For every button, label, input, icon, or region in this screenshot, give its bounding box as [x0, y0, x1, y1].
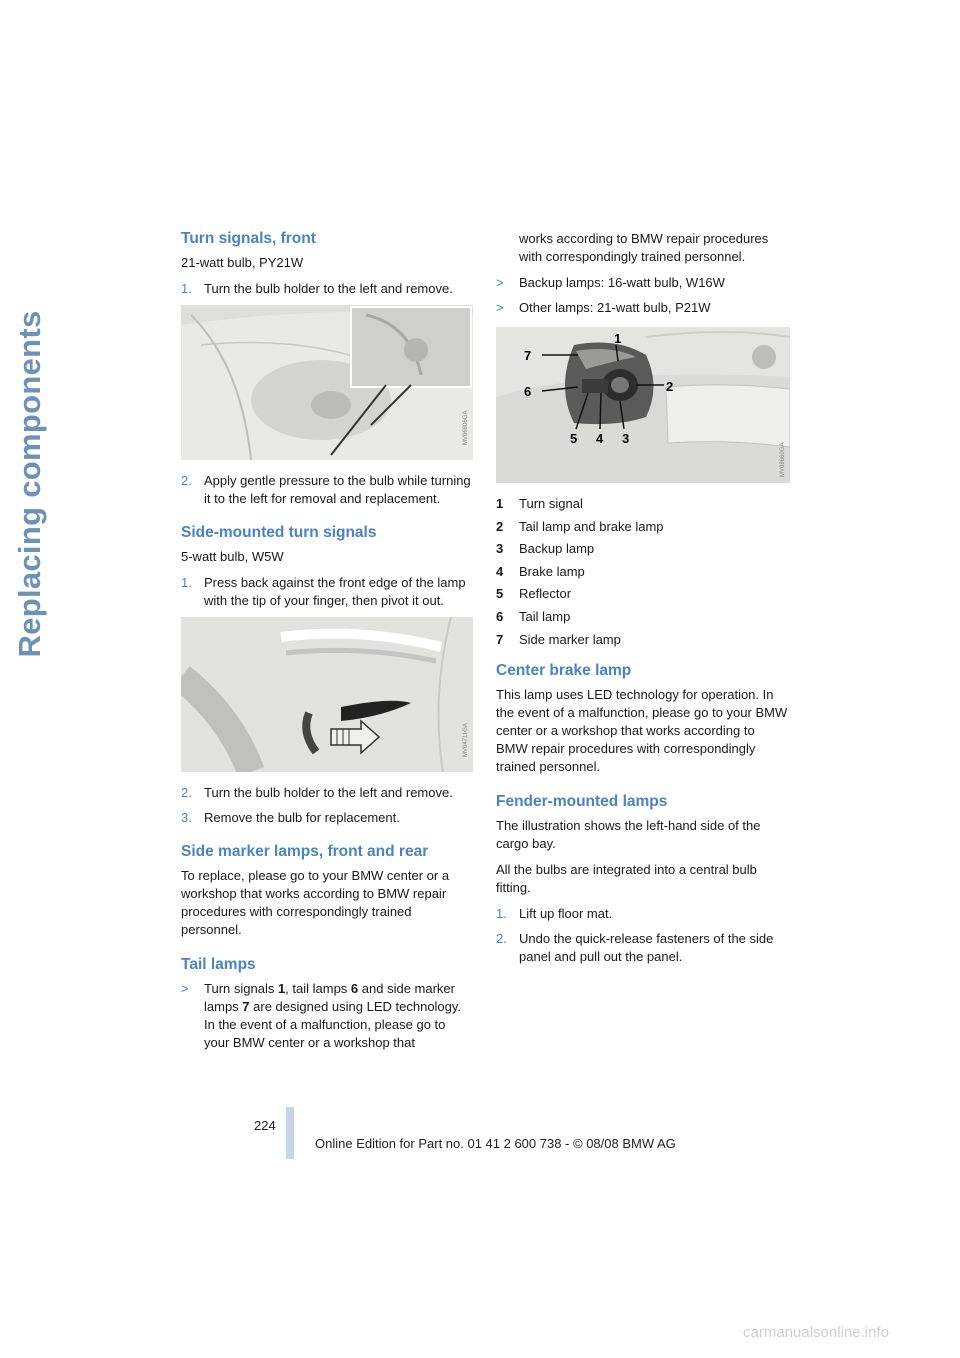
legend-text: Tail lamp	[519, 608, 571, 624]
callout-5: 5	[570, 431, 578, 446]
page-number: 224	[254, 1118, 276, 1133]
callout-1: 1	[614, 331, 622, 346]
legend-number: 7	[496, 631, 504, 647]
watermark: carmanualsonline.info	[743, 1324, 889, 1341]
heading-fender-mounted-lamps: Fender-mounted lamps	[496, 793, 668, 811]
legend-item	[496, 540, 790, 558]
callout-3: 3	[622, 431, 630, 446]
step: 2. Apply gentle pressure to the bulb while turning it to the left for removal and replacement.	[181, 473, 471, 506]
heading-tail-lamps: Tail lamps	[181, 956, 256, 973]
legend-text: Side marker lamp	[519, 631, 621, 647]
legend-text: Tail lamp and brake lamp	[519, 518, 664, 534]
legend-item	[496, 518, 790, 536]
legend-number: 5	[496, 586, 504, 602]
paragraph: To replace, please go to your BMW center or a workshop that works according to BMW repair procedures with correspondingly trained personnel.	[181, 868, 450, 937]
left-column	[181, 230, 473, 1059]
legend-number: 1	[496, 496, 504, 511]
right-column	[496, 230, 790, 973]
side-title: Replacing components	[12, 310, 47, 658]
paragraph: This lamp uses LED technology for operation. In the event of a malfunction, please go to your BMW center or a workshop that works according to BMW repair procedures with correspondingly trained personnel.	[496, 687, 788, 775]
bulb-spec: 5-watt bulb, W5W	[181, 549, 284, 564]
callout-7: 7	[524, 348, 532, 363]
footer-edition: Online Edition for Part no. 01 41 2 600 738 - © 08/08 BMW AG	[315, 1136, 676, 1151]
heading-turn-signals-front: Turn signals, front	[181, 230, 316, 247]
turn-signal-front-illustration	[181, 305, 473, 460]
step: 1. Turn the bulb holder to the left and remove.	[181, 281, 453, 296]
svg-text:MV08660GA: MV08660GA	[780, 442, 786, 477]
legend-number: 4	[496, 563, 504, 579]
svg-text:MV06806GA: MV06806GA	[463, 410, 469, 445]
heading-center-brake-lamp: Center brake lamp	[496, 662, 632, 680]
step: 1. Lift up floor mat.	[496, 906, 613, 922]
paragraph: The illustration shows the left-hand side of the cargo bay.	[496, 818, 761, 852]
footer-bar	[286, 1107, 294, 1159]
legend-item	[496, 495, 790, 513]
legend-item	[496, 631, 790, 649]
legend-item	[496, 585, 790, 603]
callout-4: 4	[596, 431, 604, 446]
step: 3. Remove the bulb for replacement.	[181, 810, 400, 825]
side-turn-signal-illustration	[181, 617, 473, 772]
legend-text: Turn signal	[519, 496, 583, 511]
heading-side-mounted-turn-signals: Side-mounted turn signals	[181, 524, 377, 541]
callout-6: 6	[524, 384, 532, 399]
callout-legend	[496, 495, 790, 649]
bulb-spec: 21-watt bulb, PY21W	[181, 255, 304, 270]
legend-text: Backup lamp	[519, 541, 595, 557]
heading-side-marker-lamps: Side marker lamps, front and rear	[181, 843, 429, 860]
tail-lamp-illustration	[496, 327, 790, 483]
step: 1. Press back against the front edge of the lamp with the tip of your finger, then pivot it out.	[181, 575, 466, 608]
legend-number: 6	[496, 608, 504, 624]
bullet-item: > Backup lamps: 16-watt bulb, W16W	[496, 275, 725, 290]
bullet-item: > Turn signals 1, tail lamps 6 and side marker lamps 7 are designed using LED technology. In the event of a malfunction, please go to your BMW center or a workshop that	[181, 981, 462, 1050]
paragraph-continued: works according to BMW repair procedures with correspondingly trained personnel.	[519, 231, 769, 264]
step: 2. Turn the bulb holder to the left and remove.	[181, 785, 453, 800]
legend-item	[496, 608, 790, 626]
legend-text: Brake lamp	[519, 563, 585, 579]
callout-2: 2	[666, 379, 674, 394]
svg-text:MV04711GA: MV04711GA	[463, 723, 469, 757]
bullet-item: > Other lamps: 21-watt bulb, P21W	[496, 300, 711, 315]
legend-text: Reflector	[519, 586, 572, 602]
legend-number: 3	[496, 541, 504, 557]
paragraph: All the bulbs are integrated into a central bulb fitting.	[496, 862, 757, 896]
step: 2. Undo the quick-release fasteners of the side panel and pull out the panel.	[496, 931, 774, 965]
legend-number: 2	[496, 518, 504, 534]
legend-item	[496, 563, 790, 581]
